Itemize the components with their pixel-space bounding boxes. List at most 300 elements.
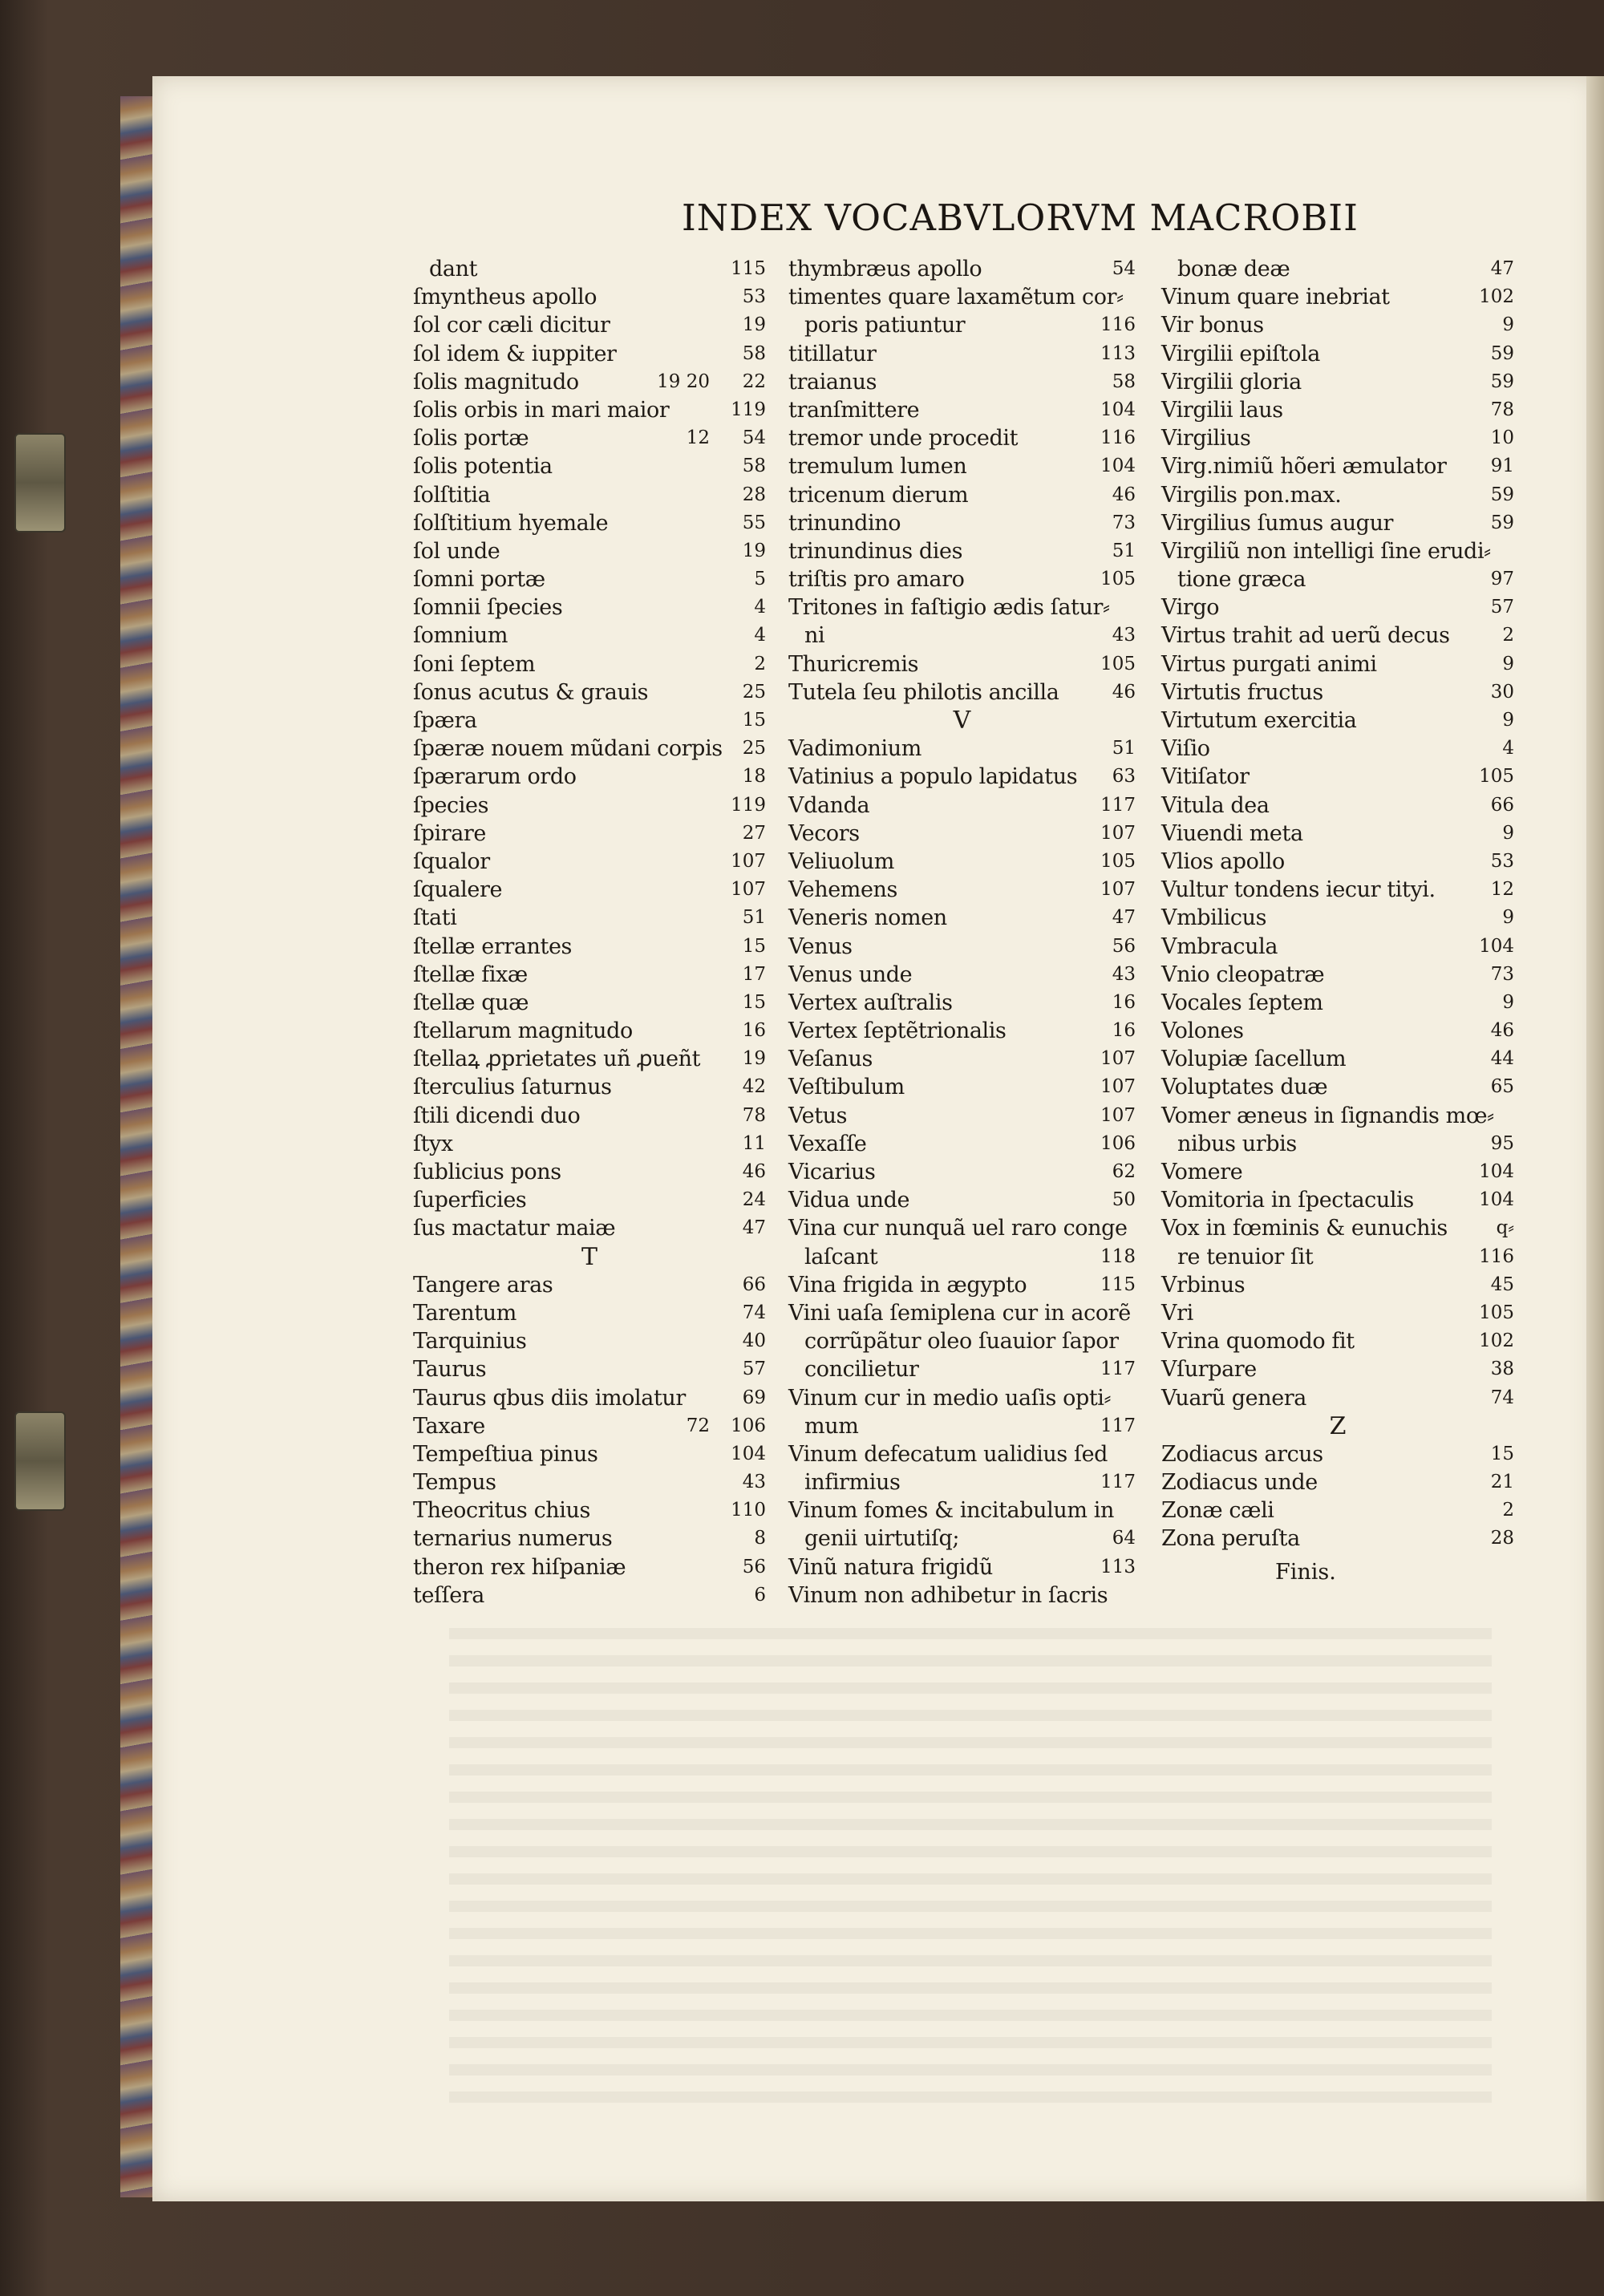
entry-page-number: 56: [742, 1556, 766, 1577]
entry-term: Tangere aras: [413, 1272, 553, 1298]
entry-term: Vir bonus: [1161, 313, 1264, 338]
entry-term: Veſanus: [788, 1047, 873, 1072]
entry-term: ſolſtitia: [413, 482, 491, 508]
entry-page-number: 58: [742, 456, 766, 477]
index-entry: [1161, 1243, 1514, 1271]
entry-page-number: 105: [1479, 1302, 1514, 1323]
entry-term: Thuricremis: [788, 651, 919, 677]
entry-term: tranſmittere: [788, 397, 920, 423]
index-entry: [788, 1384, 1136, 1412]
entry-page-number: 107: [731, 879, 766, 901]
index-entry: [1161, 1327, 1514, 1355]
entry-term: ſpecies: [413, 792, 489, 818]
index-entry: [413, 1327, 766, 1355]
entry-term: Vatinius a populo lapidatus: [788, 764, 1078, 790]
entry-page-number: 9: [1502, 314, 1514, 336]
index-entry: [1161, 735, 1514, 763]
index-entry: [788, 1102, 1136, 1130]
entry-term: ſomnium: [413, 623, 508, 649]
entry-term: Vdanda: [788, 792, 870, 818]
entry-term: ſpæra: [413, 708, 477, 733]
entry-page-number: 5: [754, 569, 766, 590]
entry-page-number: 115: [731, 258, 766, 279]
index-entry: [413, 255, 766, 283]
entry-term: Vmbilicus: [1161, 905, 1267, 931]
entry-term: ſpæræ nouem mũdani corpis: [413, 736, 723, 762]
index-entry: [788, 565, 1136, 593]
index-entry: [413, 565, 766, 593]
index-entry: [1161, 283, 1514, 311]
entry-term: ſtellarum magnitudo: [413, 1018, 633, 1044]
entry-page-number: 16: [742, 1020, 766, 1042]
index-entry: [788, 509, 1136, 537]
index-entry: [413, 735, 766, 763]
entry-term: Virtus trahit ad uerũ decus: [1161, 623, 1450, 649]
entry-page-number: 2: [754, 653, 766, 674]
entry-page-number: 9: [1502, 822, 1514, 844]
entry-term: timentes quare laxamẽtum cor⸗: [788, 285, 1124, 310]
entry-term: ſmyntheus apollo: [413, 285, 597, 310]
entry-term: Vexaſſe: [788, 1131, 867, 1156]
index-entry: [788, 593, 1136, 622]
entry-term: Veliuolum: [788, 848, 894, 874]
entry-page-number: 57: [1490, 597, 1514, 618]
entry-page-number: 19: [742, 1048, 766, 1070]
entry-page-number: 117: [1100, 1415, 1136, 1436]
entry-page-number: 12: [1490, 879, 1514, 901]
entry-page-number: 56: [1112, 935, 1136, 957]
entry-term: Volones: [1161, 1018, 1244, 1044]
entry-term: nibus urbis: [1177, 1131, 1297, 1156]
entry-page-number: 19: [742, 314, 766, 336]
index-entry: [413, 396, 766, 424]
finis-mark: Finis.: [1275, 1560, 1336, 1585]
entry-page-number: 16: [1112, 1020, 1136, 1042]
entry-term: ſtyx: [413, 1131, 453, 1156]
index-entry: [1161, 452, 1514, 480]
index-entry: [413, 989, 766, 1017]
index-entry: [413, 593, 766, 622]
entry-page-number: 17: [742, 963, 766, 985]
entry-page-number: 105: [1100, 653, 1136, 674]
index-entry: [1161, 1468, 1514, 1496]
index-entry: [1161, 1017, 1514, 1045]
index-entry: [788, 622, 1136, 650]
entry-page-number: 104: [1100, 456, 1136, 477]
index-entry: [788, 424, 1136, 452]
entry-term: ſqualere: [413, 877, 503, 903]
entry-page-number: 43: [1112, 963, 1136, 985]
entry-page-number: 117: [1100, 1472, 1136, 1493]
section-letter: T: [581, 1242, 597, 1271]
entry-term: Virgilii epiſtola: [1161, 341, 1320, 366]
index-entry: [1161, 876, 1514, 904]
entry-term: genii uirtutiſq;: [804, 1526, 960, 1552]
index-entry: [788, 820, 1136, 848]
index-entry: [788, 792, 1136, 820]
index-entry: [1161, 1186, 1514, 1214]
entry-term: ternarius numerus: [413, 1526, 613, 1552]
entry-term: ſtellaꝝ ꝓprietates uñ ꝓueñt: [413, 1047, 701, 1072]
index-entry: [413, 1186, 766, 1214]
index-entry: [413, 1553, 766, 1581]
index-entry: [413, 904, 766, 932]
index-entry: [1161, 989, 1514, 1017]
entry-page-number: 58: [742, 342, 766, 364]
index-entry: [788, 735, 1136, 763]
entry-page-number: 25: [742, 681, 766, 703]
index-entry: [413, 792, 766, 820]
entry-page-number: 10: [1490, 427, 1514, 449]
entry-term: trinundino: [788, 510, 901, 536]
entry-term: Tarentum: [413, 1300, 516, 1326]
index-entry: [413, 961, 766, 989]
index-entry: [413, 368, 766, 396]
page-edge: [1586, 76, 1604, 2201]
index-entry: [1161, 537, 1514, 565]
index-entry: [413, 650, 766, 678]
entry-page-number: 47: [742, 1217, 766, 1239]
index-entry: [413, 707, 766, 735]
entry-term: Vertex ſeptẽtrionalis: [788, 1018, 1007, 1044]
entry-page-number: 116: [1479, 1245, 1514, 1267]
entry-term: teſſera: [413, 1582, 484, 1608]
entry-term: Vinum non adhibetur in ſacris: [788, 1582, 1108, 1608]
entry-page-number: 28: [1490, 1528, 1514, 1549]
entry-page-number: 2: [1502, 625, 1514, 646]
index-entry: [788, 311, 1136, 339]
index-entry: [1161, 1299, 1514, 1327]
index-entry: [788, 1186, 1136, 1214]
entry-term: Vetus: [788, 1103, 848, 1128]
entry-term: Tempus: [413, 1470, 496, 1496]
entry-page-number: 104: [1479, 1161, 1514, 1182]
entry-page-number: 51: [742, 907, 766, 929]
section-letter: Z: [1329, 1411, 1347, 1440]
entry-term: tremor unde procedit: [788, 426, 1019, 452]
entry-term: theron rex hiſpaniæ: [413, 1554, 626, 1580]
index-entry: [413, 1045, 766, 1073]
index-entry: [1161, 1525, 1514, 1553]
index-entry: [788, 876, 1136, 904]
index-entry: [1161, 1384, 1514, 1412]
index-entry: [788, 481, 1136, 509]
entry-term: Vina cur nunquã uel raro conge: [788, 1216, 1128, 1241]
entry-term: Vſurpare: [1161, 1357, 1257, 1383]
index-entry: [788, 1355, 1136, 1383]
entry-page-number: 15: [1490, 1443, 1514, 1464]
index-entry: [413, 537, 766, 565]
index-entry: [413, 1440, 766, 1468]
entry-term: poris patiuntur: [804, 313, 966, 338]
entry-term: tione græca: [1177, 567, 1306, 593]
entry-page-number: 45: [1490, 1274, 1514, 1295]
index-entry: [788, 989, 1136, 1017]
entry-term: ſol unde: [413, 538, 500, 564]
entry-page-number: 30: [1490, 681, 1514, 703]
entry-term: Vitula dea: [1161, 792, 1270, 818]
entry-page-number: 64: [1112, 1528, 1136, 1549]
index-entry: [1161, 396, 1514, 424]
index-entry: [1161, 565, 1514, 593]
entry-page-number: 74: [742, 1302, 766, 1323]
entry-page-number: 113: [1100, 1556, 1136, 1577]
entry-page-number: 107: [1100, 1048, 1136, 1070]
index-entry: [1161, 650, 1514, 678]
index-entry: [413, 678, 766, 707]
entry-page-number: 50: [1112, 1189, 1136, 1211]
entry-page-number: 51: [1112, 738, 1136, 759]
entry-term: Virgiliũ non intelligi ſine erudi⸗: [1161, 538, 1491, 564]
index-entry: [413, 1073, 766, 1101]
entry-term: Vidua unde: [788, 1188, 910, 1213]
entry-page-number: 69: [742, 1387, 766, 1408]
index-entry: [1161, 255, 1514, 283]
entry-page-number: 15: [742, 935, 766, 957]
entry-page-number: 46: [1490, 1020, 1514, 1042]
index-entry: [1161, 678, 1514, 707]
index-entry: [1161, 820, 1514, 848]
index-entry: [413, 1468, 766, 1496]
entry-term: Tempeſtiua pinus: [413, 1441, 598, 1467]
entry-page-number: 58: [1112, 371, 1136, 392]
entry-page-number: 38: [1490, 1359, 1514, 1380]
entry-term: Virgilius ſumus augur: [1161, 510, 1394, 536]
index-entry: [1161, 1271, 1514, 1299]
entry-page-number: 2: [1502, 1500, 1514, 1521]
entry-term: ſuperficies: [413, 1188, 527, 1213]
index-entry: [413, 1525, 766, 1553]
entry-term: tremulum lumen: [788, 454, 967, 480]
entry-page-number: 9: [1502, 710, 1514, 731]
index-entry: [1161, 1440, 1514, 1468]
entry-page-number: 91: [1490, 456, 1514, 477]
entry-page-number: 19: [742, 540, 766, 561]
entry-page-number: 9: [1502, 907, 1514, 929]
entry-page-number: 47: [1112, 907, 1136, 929]
index-entry: [413, 1384, 766, 1412]
index-entry: [788, 1412, 1136, 1440]
entry-term: Virtutis fructus: [1161, 679, 1323, 705]
entry-term: ſus mactatur maiæ: [413, 1216, 616, 1241]
entry-term: ſol idem & iuppiter: [413, 341, 617, 366]
entry-page-number: 46: [1112, 681, 1136, 703]
index-entry: [788, 1045, 1136, 1073]
entry-page-number: 44: [1490, 1048, 1514, 1070]
entry-term: Zodiacus arcus: [1161, 1441, 1323, 1467]
entry-term: thymbræus apollo: [788, 257, 982, 281]
entry-term: infirmius: [804, 1470, 901, 1496]
entry-page-number: 105: [1100, 850, 1136, 872]
index-entry: [1161, 340, 1514, 368]
entry-term: Venus unde: [788, 962, 913, 987]
index-entry: [788, 1496, 1136, 1525]
index-entry: [788, 452, 1136, 480]
index-entry: [788, 933, 1136, 961]
entry-term: Vinum quare inebriat: [1161, 285, 1390, 310]
entry-page-number: 95: [1490, 1132, 1514, 1154]
entry-term: Vomitoria in ſpectaculis: [1161, 1188, 1414, 1213]
entry-term: Vocales ſeptem: [1161, 990, 1323, 1015]
entry-term: ſtati: [413, 905, 457, 931]
index-entry: [1161, 1102, 1514, 1130]
entry-term: Vitiſator: [1161, 764, 1250, 790]
entry-term: Vicarius: [788, 1160, 876, 1184]
index-entry: [413, 1355, 766, 1383]
index-entry: [413, 452, 766, 480]
entry-term: Taurus: [413, 1357, 487, 1383]
index-entry: [1161, 1496, 1514, 1525]
page-title: INDEX VOCABVLORVM MACROBII: [682, 196, 1359, 239]
entry-page-number: 16: [1112, 991, 1136, 1013]
entry-page-number: 24: [742, 1189, 766, 1211]
entry-page-number: 102: [1479, 286, 1514, 308]
entry-page-number: 105: [1100, 569, 1136, 590]
index-entry: [413, 848, 766, 876]
entry-term: Veneris nomen: [788, 905, 947, 931]
index-entry: [1161, 848, 1514, 876]
entry-page-number: 53: [1490, 850, 1514, 872]
entry-page-number: 62: [1112, 1161, 1136, 1182]
index-entry: [413, 1271, 766, 1299]
index-entry: [788, 340, 1136, 368]
entry-term: ſonus acutus & grauis: [413, 679, 649, 705]
entry-term: Tutela ſeu philotis ancilla: [788, 679, 1059, 705]
entry-term: traianus: [788, 369, 877, 395]
index-entry: [1161, 763, 1514, 791]
entry-page-number: 18: [742, 766, 766, 788]
entry-term: ſtellæ quæ: [413, 990, 529, 1015]
entry-page-number: 107: [1100, 1076, 1136, 1098]
entry-page-number: 15: [742, 991, 766, 1013]
entry-page-number: 74: [1490, 1387, 1514, 1408]
index-entry: [413, 424, 766, 452]
entry-term: Virgilii gloria: [1161, 369, 1302, 395]
entry-term: ſolis potentia: [413, 454, 553, 480]
index-entry: [1161, 1045, 1514, 1073]
entry-page-number: 102: [1479, 1330, 1514, 1352]
index-entry: [413, 1581, 766, 1610]
entry-term: ſtellæ errantes: [413, 933, 573, 959]
entry-term: Vina frigida in ægypto: [788, 1272, 1027, 1298]
index-entry: [1161, 933, 1514, 961]
index-entry: [413, 820, 766, 848]
entry-page-number: 119: [731, 794, 766, 816]
entry-term: Vmbracula: [1161, 933, 1278, 959]
entry-page-number: 107: [731, 850, 766, 872]
index-entry: [413, 311, 766, 339]
entry-term: dant: [429, 257, 478, 281]
entry-term: mum: [804, 1413, 859, 1439]
entry-page-number: 27: [742, 822, 766, 844]
index-entry: [788, 1214, 1136, 1242]
entry-page-number: 4: [754, 625, 766, 646]
entry-term: Taxare: [413, 1413, 485, 1439]
entry-term: Voluptates duæ: [1161, 1075, 1328, 1100]
index-entry: [788, 1017, 1136, 1045]
entry-page-number: 47: [1490, 258, 1514, 279]
entry-page-number: 106: [1100, 1132, 1136, 1154]
entry-page-number: 115: [1100, 1274, 1136, 1295]
entry-page-number: 104: [731, 1443, 766, 1464]
entry-page-number: 28: [742, 484, 766, 505]
entry-term: Virgilius: [1161, 426, 1251, 452]
entry-term: Viſio: [1161, 736, 1210, 762]
entry-page-number: 8: [754, 1528, 766, 1549]
entry-term: Tarquinius: [413, 1329, 527, 1355]
entry-term: ſpærarum ordo: [413, 764, 577, 790]
entry-term: trinundinus dies: [788, 538, 963, 564]
index-entry: [413, 1158, 766, 1186]
entry-term: Zona peruſta: [1161, 1526, 1300, 1552]
clasp-top: [14, 433, 66, 532]
index-entry: [413, 509, 766, 537]
entry-term: Taurus qbus diis imolatur: [413, 1385, 686, 1411]
index-entry: [1161, 424, 1514, 452]
index-entry: [413, 1412, 766, 1440]
entry-page-number: 9: [1502, 653, 1514, 674]
entry-page-number: 57: [742, 1359, 766, 1380]
entry-page-number: 104: [1479, 935, 1514, 957]
entry-term: Vinũ natura frigidũ: [788, 1554, 993, 1580]
entry-page-number: 40: [742, 1330, 766, 1352]
index-entry: [413, 340, 766, 368]
entry-term: Vri: [1161, 1300, 1193, 1326]
entry-term: Vrina quomodo fit: [1161, 1329, 1355, 1355]
entry-term: ſoni ſeptem: [413, 651, 536, 677]
show-through-text: [449, 1628, 1492, 2109]
entry-page-number: 106: [731, 1415, 766, 1436]
index-entry: [413, 622, 766, 650]
entry-page-number: 21: [1490, 1472, 1514, 1493]
index-entry: [788, 650, 1136, 678]
entry-term: Virtus purgati animi: [1161, 651, 1377, 677]
entry-page-number: 54: [742, 427, 766, 449]
entry-term: concilietur: [804, 1357, 919, 1383]
index-entry: [1161, 481, 1514, 509]
entry-term: ſqualor: [413, 848, 490, 874]
entry-term: Zonæ cæli: [1161, 1498, 1274, 1524]
entry-term: Vecors: [788, 820, 860, 846]
index-entry: [788, 283, 1136, 311]
index-entry: [413, 876, 766, 904]
index-entry: [413, 1017, 766, 1045]
index-entry: [1161, 707, 1514, 735]
index-entry: [1161, 1073, 1514, 1101]
entry-term: ſolſtitium hyemale: [413, 510, 609, 536]
entry-page-number: 117: [1100, 1359, 1136, 1380]
index-entry: [788, 537, 1136, 565]
entry-extra-pages: 72: [686, 1415, 710, 1436]
entry-term: Zodiacus unde: [1161, 1470, 1318, 1496]
section-letter: V: [953, 707, 971, 735]
index-entry: [788, 1440, 1136, 1468]
entry-term: ſterculius ſaturnus: [413, 1075, 612, 1100]
index-entry: [1161, 622, 1514, 650]
entry-term: Virtutum exercitia: [1161, 708, 1357, 733]
entry-term: ſtellæ fixæ: [413, 962, 528, 987]
index-column-3: [1161, 255, 1514, 1553]
entry-page-number: 59: [1490, 342, 1514, 364]
entry-page-number: 73: [1112, 512, 1136, 533]
entry-term: Vox in fœminis & eunuchis: [1161, 1216, 1448, 1241]
entry-term: Vuarũ genera: [1161, 1385, 1306, 1411]
index-entry: [413, 1102, 766, 1130]
entry-page-number: 118: [1100, 1245, 1136, 1267]
entry-page-number: 46: [742, 1161, 766, 1182]
index-entry: [788, 1553, 1136, 1581]
entry-term: Theocritus chius: [413, 1498, 590, 1524]
